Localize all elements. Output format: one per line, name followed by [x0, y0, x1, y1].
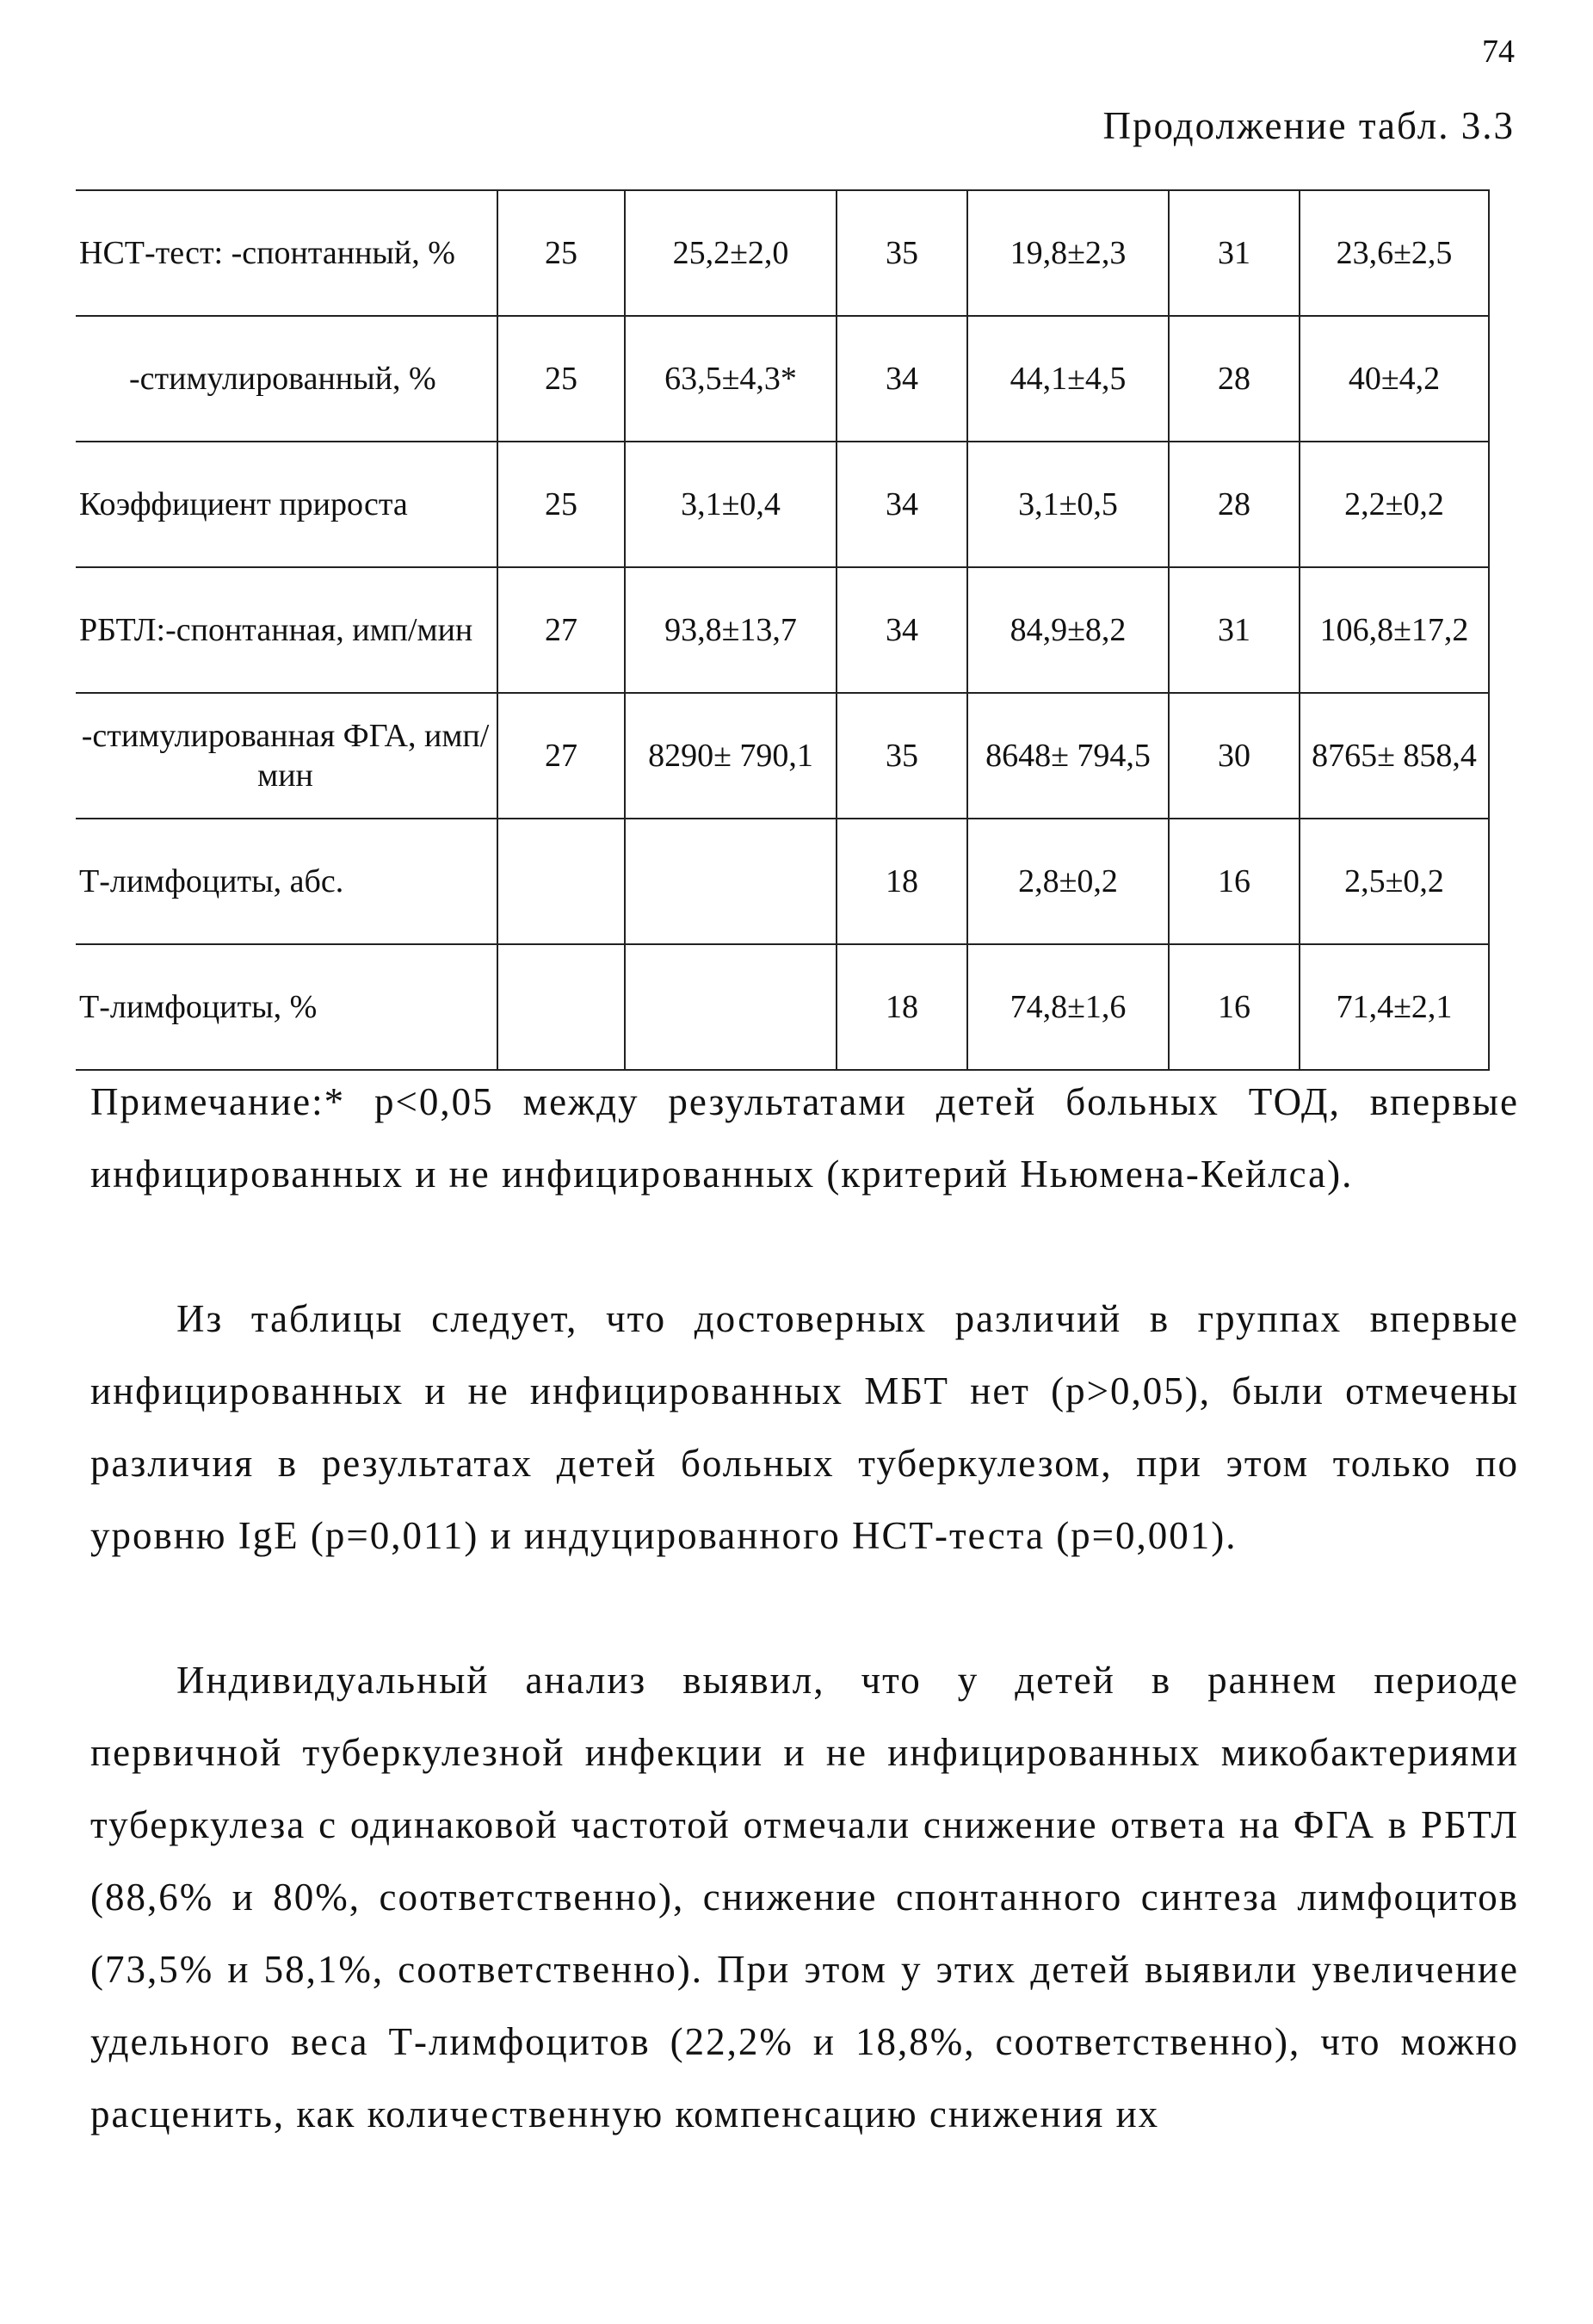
- row-label: -стимулированная ФГА, имп/мин: [76, 693, 497, 819]
- table-cell: 19,8±2,3: [967, 190, 1169, 316]
- table-cell: 34: [837, 567, 967, 693]
- table-cell: 63,5±4,3*: [625, 316, 837, 442]
- row-label: Т-лимфоциты, абс.: [76, 819, 497, 944]
- table-cell: 2,5±0,2: [1300, 819, 1489, 944]
- table-cell: 44,1±4,5: [967, 316, 1169, 442]
- table-row: [76, 567, 1489, 693]
- row-label: Т-лимфоциты, %: [76, 944, 497, 1070]
- table-cell: 27: [497, 693, 625, 819]
- table-cell: 8648± 794,5: [967, 693, 1169, 819]
- table-cell: 23,6±2,5: [1300, 190, 1489, 316]
- paragraph: Индивидуальный анализ выявил, что у детей в раннем периоде первичной туберкулезной инфекции и не инфицированных микобактериями туберкулеза с одинаковой частотой отмечали снижение ответа на ФГА в РБТЛ (88,6% и 80%, соответственно), снижение спонтанного синтеза лимфоцитов (73,5% и 58,1%, соответственно). При этом у этих детей выявили увеличение удельного веса Т-лимфоцитов (22,2% и 18,8%, соответственно), что можно расценить, как количественную компенсацию снижения их: [90, 1659, 1519, 2135]
- table-cell: 18: [837, 819, 967, 944]
- table-row: [76, 316, 1489, 442]
- paragraph: Из таблицы следует, что достоверных различий в группах впервые инфицированных и не инфицированных МБТ нет (p>0,05), были отмечены различия в результатах детей больных туберкулезом, при этом только по уровню IgE (p=0,011) и индуцированного НСТ-теста (p=0,001).: [90, 1297, 1519, 1557]
- table-row: [76, 190, 1489, 316]
- table-row: [76, 819, 1489, 944]
- table-cell: 93,8±13,7: [625, 567, 837, 693]
- table-cell: 106,8±17,2: [1300, 567, 1489, 693]
- row-label: -стимулированный, %: [76, 316, 497, 442]
- results-table: [76, 189, 1490, 1071]
- table-row: [76, 693, 1489, 819]
- table-cell: 8765± 858,4: [1300, 693, 1489, 819]
- row-label: НСТ-тест: -спонтанный, %: [76, 190, 497, 316]
- table-cell: 18: [837, 944, 967, 1070]
- table-cell: 28: [1169, 316, 1300, 442]
- table-cell: 28: [1169, 442, 1300, 567]
- table-cell: 40±4,2: [1300, 316, 1489, 442]
- table-cell: 16: [1169, 944, 1300, 1070]
- table-cell: 34: [837, 316, 967, 442]
- table-cell: 74,8±1,6: [967, 944, 1169, 1070]
- table-cell: 16: [1169, 819, 1300, 944]
- table-cell: 84,9±8,2: [967, 567, 1169, 693]
- table-cell: 25: [497, 316, 625, 442]
- table-cell: 27: [497, 567, 625, 693]
- table-cell: 25: [497, 190, 625, 316]
- row-label: РБТЛ:-спонтанная, имп/мин: [76, 567, 497, 693]
- table-cell: 25,2±2,0: [625, 190, 837, 316]
- table-cell: 8290± 790,1: [625, 693, 837, 819]
- table-cell: 31: [1169, 567, 1300, 693]
- table-cell: 35: [837, 190, 967, 316]
- table-cell: 30: [1169, 693, 1300, 819]
- table-caption: Продолжение табл. 3.3: [1102, 104, 1515, 147]
- table-cell: 3,1±0,5: [967, 442, 1169, 567]
- table-cell: 2,2±0,2: [1300, 442, 1489, 567]
- table-cell: 34: [837, 442, 967, 567]
- table-row: [76, 944, 1489, 1070]
- table-cell: [625, 819, 837, 944]
- table-row: [76, 442, 1489, 567]
- table-cell: 35: [837, 693, 967, 819]
- table-cell: 3,1±0,4: [625, 442, 837, 567]
- row-label: Коэффициент прироста: [76, 442, 497, 567]
- page-number: 74: [1482, 34, 1515, 70]
- table-cell: [497, 944, 625, 1070]
- table-cell: 71,4±2,1: [1300, 944, 1489, 1070]
- table-cell: [625, 944, 837, 1070]
- table-cell: 25: [497, 442, 625, 567]
- table-note: Примечание:* p<0,05 между результатами детей больных ТОД, впервые инфицированных и не инфицированных (критерий Ньюмена-Кейлса).: [90, 1080, 1519, 1196]
- table-cell: [497, 819, 625, 944]
- table-cell: 2,8±0,2: [967, 819, 1169, 944]
- table-cell: 31: [1169, 190, 1300, 316]
